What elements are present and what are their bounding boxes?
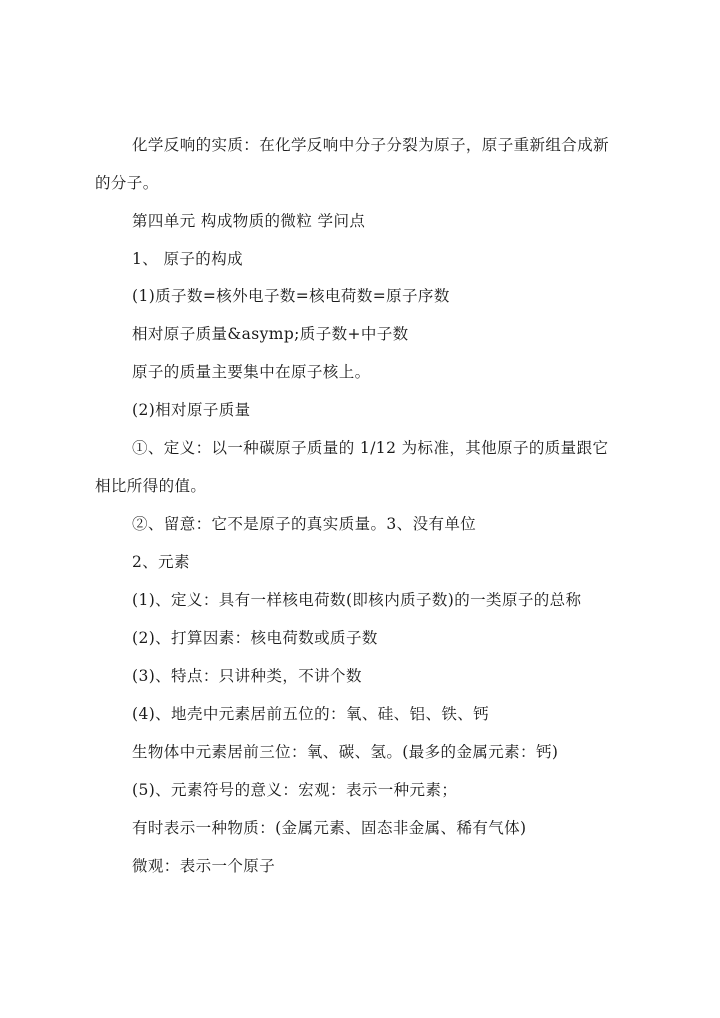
text-line-reaction-essence-cont: 的分子。	[95, 174, 159, 192]
text-line-crust-elements: (4)、地壳中元素居前五位的：氧、硅、铝、铁、钙	[132, 705, 490, 723]
text-line-element-definition: (1)、定义：具有一样核电荷数(即核内质子数)的一类原子的总称	[132, 591, 582, 609]
text-line-definition-carbon-cont: 相比所得的值。	[95, 477, 207, 495]
text-line-mass-nucleus: 原子的质量主要集中在原子核上。	[132, 363, 371, 381]
text-line-reaction-essence: 化学反响的实质：在化学反响中分子分裂为原子，原子重新组合成新	[132, 136, 610, 154]
text-line-features: (3)、特点：只讲种类，不讲个数	[132, 667, 362, 685]
text-line-element-heading: 2、元素	[132, 553, 190, 571]
text-line-symbol-substance: 有时表示一种物质：(金属元素、固态非金属、稀有气体)	[132, 819, 527, 837]
text-line-symbol-meaning: (5)、元素符号的意义：宏观：表示一种元素；	[132, 781, 458, 799]
section-heading-unit-four: 第四单元 构成物质的微粒 学问点	[132, 212, 366, 230]
text-line-atom-structure: 1、 原子的构成	[132, 250, 243, 268]
text-line-deciding-factor: (2)、打算因素：核电荷数或质子数	[132, 629, 378, 647]
text-line-definition-carbon: ①、定义：以一种碳原子质量的 1/12 为标准，其他原子的质量跟它	[132, 439, 609, 457]
text-line-organism-elements: 生物体中元素居前三位：氧、碳、氢。(最多的金属元素：钙)	[132, 743, 559, 761]
text-line-note-not-real-mass: ②、留意：它不是原子的真实质量。3、没有单位	[132, 515, 477, 533]
text-line-proton-equation: (1)质子数=核外电子数=核电荷数=原子序数	[132, 287, 450, 305]
text-line-relative-atomic-mass: (2)相对原子质量	[132, 401, 251, 419]
text-line-microscopic: 微观：表示一个原子	[132, 857, 276, 875]
text-line-relative-mass-approx: 相对原子质量&asymp;质子数+中子数	[132, 325, 409, 343]
